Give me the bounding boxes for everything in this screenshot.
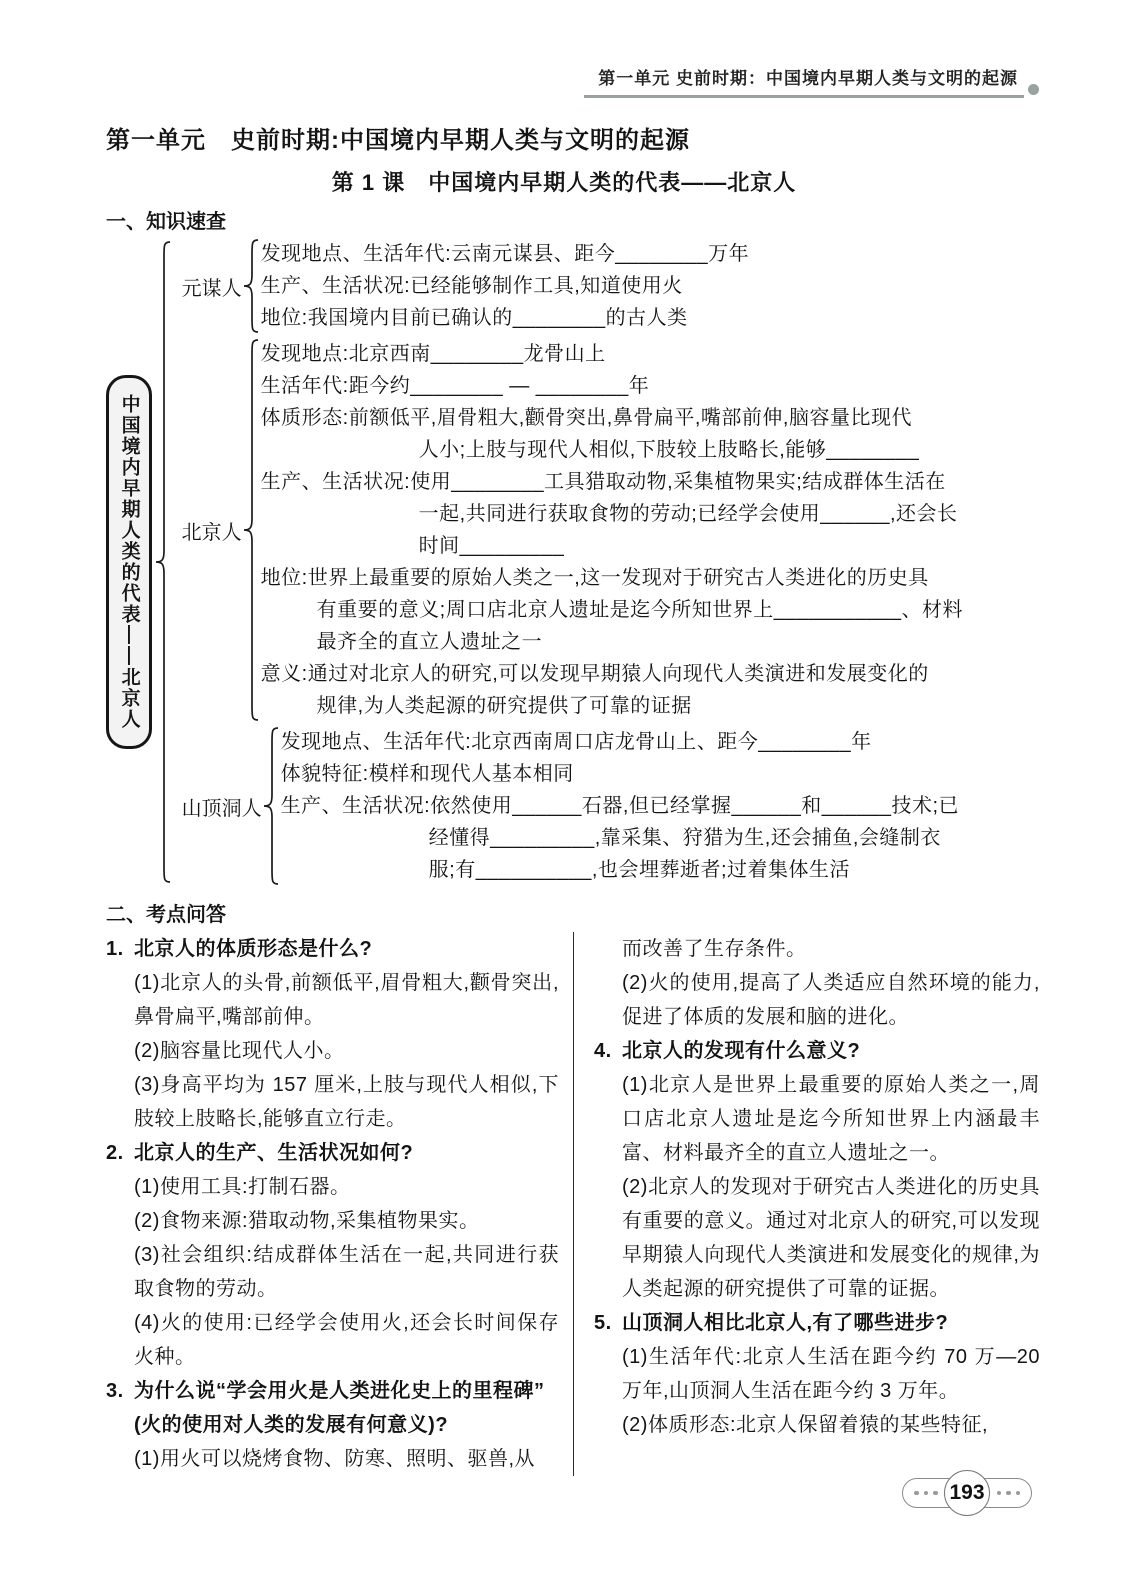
- map-branch: [174, 338, 963, 722]
- qa-question: [106, 1374, 559, 1442]
- badge-dots-right-icon: [997, 1491, 1021, 1496]
- map-line: 经懂得_________,靠采集、狩猎为生,还会捕鱼,会缝制衣: [428, 827, 941, 849]
- map-line: 生产、生活状况:已经能够制作工具,知道使用火: [260, 275, 683, 297]
- qa-answer: (1)使用工具:打制石器。: [134, 1176, 351, 1198]
- map-line: 有重要的意义;周口店北京人遗址是迄今所知世界上___________、材料: [316, 599, 964, 621]
- qa-question-number: 4.: [594, 1040, 612, 1062]
- section-title-knowledge-check: 一、知识速查: [106, 211, 226, 233]
- qa-answer: (1)北京人的头骨,前额低平,眉骨粗大,颧骨突出,鼻骨扁平,嘴部前伸。: [134, 972, 559, 1028]
- qa-right-column: [573, 932, 1040, 1476]
- badge-dots-left-icon: [914, 1491, 938, 1496]
- map-branch-lines: [281, 726, 959, 886]
- qa-answer: (1)生活年代:北京人生活在距今约 70 万—20 万年,山顶洞人生活在距今约 3 万年。: [622, 1346, 1040, 1402]
- map-line: 意义:通过对北京人的研究,可以发现早期猿人向现代人类演进和发展变化的: [260, 663, 929, 685]
- qa-answer: 而改善了生存条件。: [622, 938, 807, 960]
- map-branch-lines: [261, 338, 963, 722]
- concept-map: [106, 236, 963, 888]
- qa-question: [106, 1136, 559, 1170]
- map-line: 服;有__________,也会埋葬逝者;过着集体生活: [428, 859, 851, 881]
- page-number-badge: [902, 1478, 1032, 1508]
- map-branch-label: 山顶洞人: [181, 797, 262, 820]
- qa-answer: (2)脑容量比现代人小。: [134, 1040, 345, 1062]
- map-branch-brace: [243, 239, 259, 333]
- qa-left-column: [106, 932, 573, 1476]
- qa-question-text: 山顶洞人相比北京人,有了哪些进步?: [622, 1312, 949, 1334]
- qa-question-number: 1.: [106, 938, 124, 960]
- section-title-exam-qa: 二、考点问答: [106, 904, 226, 926]
- map-root-box: [106, 375, 152, 749]
- qa-question-text: 北京人的体质形态是什么?: [134, 938, 373, 960]
- map-line: 发现地点、生活年代:云南元谋县、距今________万年: [260, 243, 750, 265]
- qa-question-number: 3.: [106, 1380, 124, 1402]
- map-line: 生产、生活状况:使用________工具猎取动物,采集植物果实;结成群体生活在: [260, 471, 946, 493]
- qa-answer: (1)用火可以烧烤食物、防寒、照明、驱兽,从: [134, 1448, 535, 1470]
- qa-question-text: 北京人的生产、生活状况如何?: [134, 1142, 414, 1164]
- map-branch: [174, 726, 963, 886]
- qa-question-number: 2.: [106, 1142, 124, 1164]
- qa-answer: (4)火的使用:已经学会使用火,还会长时间保存火种。: [134, 1312, 559, 1368]
- map-branch-label: 北京人: [181, 521, 242, 544]
- qa-answer: (2)北京人的发现对于研究古人类进化的历史具有重要的意义。通过对北京人的研究,可以发现早期猿人向现代人类演进和发展变化的规律,为人类起源的研究提供了可靠的证据。: [622, 1176, 1040, 1300]
- unit-title: 第一单元 史前时期:中国境内早期人类与文明的起源: [106, 127, 690, 154]
- lesson-title: 第 1 课 中国境内早期人类的代表——北京人: [331, 170, 797, 195]
- map-big-brace: [155, 241, 171, 883]
- qa-question-number: 5.: [594, 1312, 612, 1334]
- page-number: 193: [944, 1470, 990, 1516]
- qa-question: [594, 1034, 1040, 1068]
- qa-section: [106, 932, 1040, 1476]
- map-line: 人小;上肢与现代人相似,下肢较上肢略长,能够________: [418, 439, 920, 461]
- map-line: 地位:世界上最重要的原始人类之一,这一发现对于研究古人类进化的历史具: [260, 567, 929, 589]
- map-branch-brace: [263, 727, 279, 885]
- qa-answer: (3)社会组织:结成群体生活在一起,共同进行获取食物的劳动。: [134, 1244, 559, 1300]
- map-line: 生产、生活状况:依然使用______石器,但已经掌握______和______技术;已: [280, 795, 960, 817]
- qa-question-text: 北京人的发现有什么意义?: [622, 1040, 861, 1062]
- map-line: 体质形态:前额低平,眉骨粗大,颧骨突出,鼻骨扁平,嘴部前伸,脑容量比现代: [260, 407, 912, 429]
- qa-answer: (2)体质形态:北京人保留着猿的某些特征,: [622, 1414, 989, 1436]
- running-header: [584, 64, 1024, 98]
- qa-answer: (3)身高平均为 157 厘米,上肢与现代人相似,下肢较上肢略长,能够直立行走。: [134, 1074, 559, 1130]
- qa-answer: (1)北京人是世界上最重要的原始人类之一,周口店北京人遗址是迄今所知世界上内涵最丰富、材料最齐全的直立人遗址之一。: [622, 1074, 1040, 1164]
- map-branches: [174, 236, 963, 888]
- map-line: 地位:我国境内目前已确认的________的古人类: [260, 307, 688, 329]
- map-line: 最齐全的直立人遗址之一: [316, 631, 543, 653]
- map-line: 体貌特征:模样和现代人基本相同: [280, 763, 574, 785]
- map-line: 发现地点、生活年代:北京西南周口店龙骨山上、距今________年: [280, 731, 872, 753]
- qa-answer: (2)食物来源:猎取动物,采集植物果实。: [134, 1210, 480, 1232]
- map-root-label: 中国境内早期人类的代表——北京人: [118, 394, 140, 730]
- map-line: 一起,共同进行获取食物的劳动;已经学会使用______,还会长: [418, 503, 958, 525]
- running-header-text: 第一单元 史前时期：中国境内早期人类与文明的起源: [584, 64, 1024, 98]
- qa-question: [106, 932, 559, 966]
- map-branch-brace: [243, 339, 259, 721]
- qa-question: [594, 1306, 1040, 1340]
- qa-answer: (2)火的使用,提高了人类适应自然环境的能力,促进了体质的发展和脑的进化。: [622, 972, 1040, 1028]
- map-line: 规律,为人类起源的研究提供了可靠的证据: [316, 695, 692, 717]
- map-branch: [174, 238, 963, 334]
- map-line: 发现地点:北京西南________龙骨山上: [260, 343, 606, 365]
- map-branch-label: 元谋人: [181, 277, 242, 300]
- map-branch-lines: [261, 238, 750, 334]
- header-underline-dot-icon: [1028, 84, 1039, 95]
- map-line: 时间_________: [418, 535, 565, 557]
- qa-question-text: 为什么说“学会用火是人类进化史上的里程碑”(火的使用对人类的发展有何意义)?: [134, 1380, 545, 1436]
- map-line: 生活年代:距今约________ — ________年: [260, 375, 650, 397]
